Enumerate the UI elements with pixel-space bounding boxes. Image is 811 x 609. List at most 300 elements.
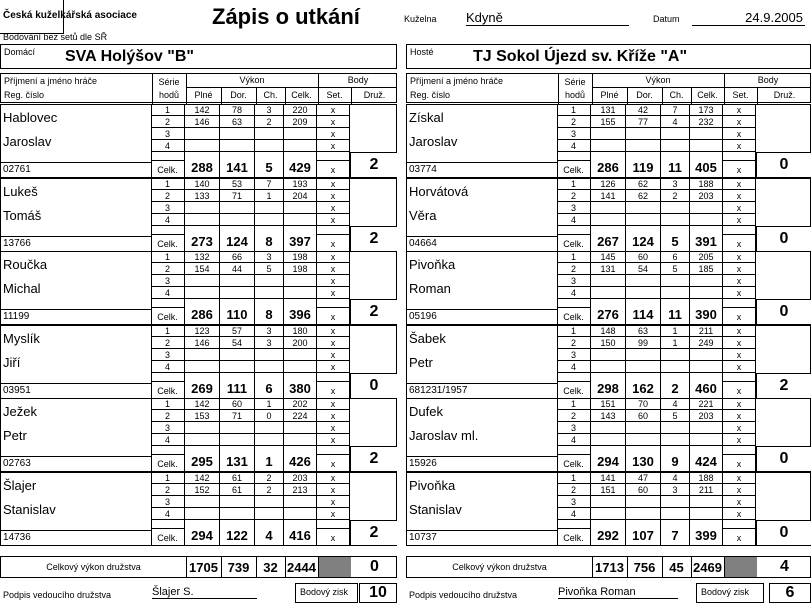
series-value: x <box>317 422 350 434</box>
series-value: x <box>723 287 756 299</box>
total-value: 391 <box>690 226 723 252</box>
series-value: 131 <box>591 104 626 116</box>
series-value <box>690 287 723 299</box>
series-value: x <box>317 398 350 410</box>
player-block <box>406 472 811 546</box>
total-value: 107 <box>626 520 661 546</box>
series-value: x <box>723 275 756 287</box>
total-value: 396 <box>284 299 317 325</box>
series-value <box>626 422 661 434</box>
series-number: 2 <box>557 337 591 349</box>
series-value: 204 <box>284 190 317 202</box>
series-value: x <box>723 496 756 508</box>
total-value: 426 <box>284 446 317 472</box>
total-value: 399 <box>690 520 723 546</box>
total-value: 286 <box>591 152 626 178</box>
series-value: 1 <box>255 190 284 202</box>
series-header-2: hodů <box>158 90 180 100</box>
series-value <box>661 422 690 434</box>
total-value: 8 <box>255 226 284 252</box>
player-points: 0 <box>756 299 811 325</box>
series-value <box>626 496 661 508</box>
series-value: 211 <box>690 484 723 496</box>
series-spacer <box>151 373 185 381</box>
total-value: 111 <box>220 373 255 399</box>
series-number: 4 <box>151 508 185 520</box>
player-first-name: Petr <box>409 355 433 370</box>
series-value: x <box>317 116 350 128</box>
total-label: Celk. <box>557 454 591 472</box>
series-value: 1 <box>255 398 284 410</box>
points-header: Body <box>347 75 369 85</box>
player-block <box>406 104 811 178</box>
guest-team-box <box>406 44 811 69</box>
series-header: Série <box>158 77 180 87</box>
series-value: 213 <box>284 484 317 496</box>
series-value: x <box>723 104 756 116</box>
series-value: x <box>317 287 350 299</box>
series-value: 54 <box>220 337 255 349</box>
series-value <box>255 508 284 520</box>
team-total-value: 1713 <box>595 560 624 575</box>
series-value <box>185 349 220 361</box>
player-last-name: Hablovec <box>3 110 58 125</box>
player-reg-number: 03951 <box>3 385 31 396</box>
series-number: 1 <box>151 398 185 410</box>
total-value: 397 <box>284 226 317 252</box>
team-total-row <box>0 556 397 578</box>
series-value: 99 <box>626 337 661 349</box>
series-number: 4 <box>151 361 185 373</box>
set-mark: x <box>317 381 350 399</box>
series-value <box>626 128 661 140</box>
set-mark: x <box>723 307 756 325</box>
series-value: 5 <box>661 263 690 275</box>
set-mark <box>723 299 756 307</box>
player-first-name: Petr <box>3 428 27 443</box>
series-number: 3 <box>151 496 185 508</box>
series-number: 1 <box>557 178 591 190</box>
series-value <box>255 140 284 152</box>
series-value <box>591 202 626 214</box>
series-value: 155 <box>591 116 626 128</box>
total-value: 269 <box>185 373 220 399</box>
series-value: 203 <box>690 190 723 202</box>
total-value: 1 <box>255 446 284 472</box>
series-value <box>661 275 690 287</box>
guest-team-name: TJ Sokol Újezd sv. Kříže "A" <box>473 48 688 65</box>
series-value <box>591 128 626 140</box>
series-value: 57 <box>220 325 255 337</box>
series-value: 198 <box>284 251 317 263</box>
series-number: 2 <box>151 263 185 275</box>
total-value: 7 <box>661 520 690 546</box>
player-block <box>0 325 397 399</box>
series-spacer <box>151 226 185 234</box>
player-reg-number: 13766 <box>3 238 31 249</box>
series-value <box>220 128 255 140</box>
series-value: 205 <box>690 251 723 263</box>
series-value: 77 <box>626 116 661 128</box>
team-points-label-box: Bodový zisk <box>696 583 764 603</box>
player-reg-number: 11199 <box>3 311 30 322</box>
leader-name: Šlajer S. <box>152 586 257 599</box>
total-value: 2 <box>661 373 690 399</box>
series-spacer <box>557 299 591 307</box>
series-value <box>626 361 661 373</box>
series-number: 1 <box>151 472 185 484</box>
team-total-value: 1705 <box>189 560 218 575</box>
series-spacer <box>557 152 591 160</box>
series-value: x <box>317 508 350 520</box>
series-value: 7 <box>255 178 284 190</box>
series-value: x <box>723 190 756 202</box>
total-value: 294 <box>591 446 626 472</box>
player-first-name: Stanislav <box>409 502 462 517</box>
player-reg-number: 02763 <box>3 458 31 469</box>
series-header: Série <box>564 77 586 87</box>
series-number: 1 <box>151 178 185 190</box>
set-mark: x <box>723 454 756 472</box>
series-value: x <box>317 472 350 484</box>
series-value <box>626 214 661 226</box>
total-value: 416 <box>284 520 317 546</box>
series-value: 3 <box>255 325 284 337</box>
series-value: 2 <box>661 190 690 202</box>
series-value: 232 <box>690 116 723 128</box>
series-value: 151 <box>591 484 626 496</box>
series-value: x <box>723 434 756 446</box>
series-number: 1 <box>557 472 591 484</box>
series-value <box>661 361 690 373</box>
series-number: 2 <box>151 190 185 202</box>
series-value: x <box>317 190 350 202</box>
series-value <box>185 140 220 152</box>
series-number: 3 <box>151 202 185 214</box>
series-value <box>284 361 317 373</box>
reg-header: Reg. číslo <box>4 90 45 100</box>
series-header-2: hodů <box>564 90 586 100</box>
series-number: 4 <box>557 287 591 299</box>
series-value <box>284 349 317 361</box>
series-value: 211 <box>690 325 723 337</box>
col-header-3: Celk. <box>291 90 312 100</box>
series-value: x <box>723 325 756 337</box>
player-points: 2 <box>350 446 397 472</box>
total-label: Celk. <box>151 528 185 546</box>
reg-header: Reg. číslo <box>410 90 451 100</box>
series-value: 7 <box>661 104 690 116</box>
name-header: Příjmení a jméno hráče <box>4 76 98 86</box>
col-header-druz: Druž. <box>363 90 386 100</box>
total-value: 124 <box>626 226 661 252</box>
series-value: 173 <box>690 104 723 116</box>
series-value: 150 <box>591 337 626 349</box>
set-mark <box>723 373 756 381</box>
player-last-name: Lukeš <box>3 184 38 199</box>
total-value: 5 <box>255 152 284 178</box>
series-value <box>255 422 284 434</box>
set-mark: x <box>317 160 350 178</box>
performance-header: Výkon <box>645 75 671 85</box>
series-value <box>591 496 626 508</box>
series-value: 153 <box>185 410 220 422</box>
series-value: 249 <box>690 337 723 349</box>
player-block <box>406 178 811 252</box>
series-value <box>185 275 220 287</box>
series-number: 1 <box>557 104 591 116</box>
series-value: 142 <box>185 472 220 484</box>
series-number: 4 <box>151 214 185 226</box>
series-value: 140 <box>185 178 220 190</box>
series-value: 146 <box>185 337 220 349</box>
series-value <box>661 434 690 446</box>
set-mark: x <box>723 381 756 399</box>
home-team-box <box>0 44 397 69</box>
series-number: 4 <box>557 434 591 446</box>
set-mark <box>723 446 756 454</box>
set-mark: x <box>723 234 756 252</box>
series-value: 193 <box>284 178 317 190</box>
series-value: 203 <box>284 472 317 484</box>
series-value: 133 <box>185 190 220 202</box>
team-points-label-box: Bodový zisk <box>295 583 358 603</box>
series-value <box>220 361 255 373</box>
date-value: 24.9.2005 <box>692 10 805 26</box>
player-reg-number: 05196 <box>409 311 437 322</box>
series-value: 188 <box>690 472 723 484</box>
series-value <box>255 349 284 361</box>
series-value <box>185 422 220 434</box>
total-label: Celk. <box>151 307 185 325</box>
player-last-name: Myslík <box>3 331 40 346</box>
series-number: 3 <box>557 422 591 434</box>
team-points-total: 6 <box>769 583 811 603</box>
player-last-name: Šabek <box>409 331 446 346</box>
set-mark <box>723 152 756 160</box>
series-value: x <box>723 508 756 520</box>
series-value <box>220 508 255 520</box>
series-value: 151 <box>591 398 626 410</box>
series-value: 63 <box>626 325 661 337</box>
table-header <box>406 73 811 103</box>
total-value: 294 <box>185 520 220 546</box>
leader-sign-label: Podpis vedoucího družstva <box>3 590 112 600</box>
team-total-value: 739 <box>227 560 250 575</box>
series-value: 4 <box>661 116 690 128</box>
series-value: 3 <box>255 251 284 263</box>
team-total-value: 2444 <box>287 560 316 575</box>
total-label: Celk. <box>557 234 591 252</box>
series-value: x <box>723 178 756 190</box>
series-value: 142 <box>185 104 220 116</box>
col-header-3: Celk. <box>697 90 718 100</box>
series-value <box>690 434 723 446</box>
series-value <box>661 496 690 508</box>
series-value <box>626 275 661 287</box>
series-value <box>255 275 284 287</box>
series-value <box>220 140 255 152</box>
series-number: 3 <box>151 128 185 140</box>
player-last-name: Šlajer <box>3 478 37 493</box>
series-value: 71 <box>220 410 255 422</box>
series-value: 60 <box>626 251 661 263</box>
series-value <box>626 349 661 361</box>
total-label: Celk. <box>151 160 185 178</box>
series-value: 60 <box>626 484 661 496</box>
series-spacer <box>557 520 591 528</box>
total-value: 288 <box>185 152 220 178</box>
series-value: x <box>723 214 756 226</box>
series-value: 143 <box>591 410 626 422</box>
col-header-1: Dor. <box>230 90 247 100</box>
total-value: 119 <box>626 152 661 178</box>
series-value <box>591 349 626 361</box>
series-value <box>220 202 255 214</box>
series-value: 148 <box>591 325 626 337</box>
series-value <box>185 496 220 508</box>
col-header-4: Set. <box>732 90 749 100</box>
series-value: x <box>723 140 756 152</box>
series-value <box>220 496 255 508</box>
series-value: 142 <box>185 398 220 410</box>
series-value: 66 <box>220 251 255 263</box>
player-points: 0 <box>350 373 397 399</box>
series-value: 220 <box>284 104 317 116</box>
series-value: 5 <box>661 410 690 422</box>
player-last-name: Roučka <box>3 257 48 272</box>
series-value: x <box>723 251 756 263</box>
player-reg-number: 15926 <box>409 458 437 469</box>
series-value <box>255 361 284 373</box>
total-value: 122 <box>220 520 255 546</box>
player-reg-number: 03774 <box>409 164 437 175</box>
total-value: 8 <box>255 299 284 325</box>
series-value <box>591 508 626 520</box>
col-header-0: Plné <box>194 90 213 100</box>
series-value: x <box>317 484 350 496</box>
series-value <box>661 349 690 361</box>
player-first-name: Michal <box>3 281 41 296</box>
series-value <box>284 287 317 299</box>
series-value <box>690 275 723 287</box>
series-number: 3 <box>557 349 591 361</box>
total-value: 11 <box>661 152 690 178</box>
set-mark <box>723 226 756 234</box>
venue-label: Kuželna <box>404 14 437 24</box>
player-reg-number: 10737 <box>409 532 437 543</box>
total-label: Celk. <box>557 381 591 399</box>
series-value: 132 <box>185 251 220 263</box>
series-number: 1 <box>557 398 591 410</box>
series-value: x <box>317 275 350 287</box>
player-first-name: Stanislav <box>3 502 56 517</box>
total-label: Celk. <box>151 454 185 472</box>
series-value: 1 <box>661 325 690 337</box>
total-value: 298 <box>591 373 626 399</box>
series-value <box>185 434 220 446</box>
series-value <box>661 128 690 140</box>
series-value <box>690 128 723 140</box>
series-value <box>661 508 690 520</box>
series-value <box>591 140 626 152</box>
series-value: 146 <box>185 116 220 128</box>
series-value: 42 <box>626 104 661 116</box>
total-value: 11 <box>661 299 690 325</box>
series-value <box>220 434 255 446</box>
series-value: 3 <box>255 337 284 349</box>
series-value <box>690 422 723 434</box>
total-value: 405 <box>690 152 723 178</box>
series-value: 198 <box>284 263 317 275</box>
series-number: 2 <box>151 410 185 422</box>
series-value <box>661 140 690 152</box>
series-value <box>661 202 690 214</box>
series-number: 3 <box>557 128 591 140</box>
total-value: 292 <box>591 520 626 546</box>
date-label: Datum <box>653 14 680 24</box>
total-value: 460 <box>690 373 723 399</box>
series-value: 47 <box>626 472 661 484</box>
player-last-name: Dufek <box>409 404 443 419</box>
player-points: 0 <box>756 226 811 252</box>
set-mark: x <box>317 454 350 472</box>
series-value: 1 <box>661 337 690 349</box>
series-value <box>255 496 284 508</box>
series-value <box>220 349 255 361</box>
series-value <box>626 434 661 446</box>
player-points: 2 <box>350 299 397 325</box>
series-value: x <box>723 128 756 140</box>
series-value: 221 <box>690 398 723 410</box>
total-value: 390 <box>690 299 723 325</box>
series-number: 4 <box>557 214 591 226</box>
series-value: x <box>723 484 756 496</box>
series-number: 3 <box>557 202 591 214</box>
series-value <box>284 128 317 140</box>
player-block <box>0 251 397 325</box>
series-value: 61 <box>220 484 255 496</box>
series-value <box>690 202 723 214</box>
series-value <box>690 496 723 508</box>
series-value: x <box>723 410 756 422</box>
series-value: 5 <box>255 263 284 275</box>
set-mark <box>317 373 350 381</box>
series-value: x <box>723 337 756 349</box>
total-label: Celk. <box>557 307 591 325</box>
series-value: 62 <box>626 190 661 202</box>
series-value <box>690 508 723 520</box>
series-number: 4 <box>151 434 185 446</box>
series-value: x <box>317 263 350 275</box>
team-total-row <box>406 556 811 578</box>
series-value: 200 <box>284 337 317 349</box>
team-total-label: Celkový výkon družstva <box>452 562 547 572</box>
series-value: 209 <box>284 116 317 128</box>
series-value: x <box>723 398 756 410</box>
col-header-4: Set. <box>326 90 343 100</box>
series-value: 131 <box>591 263 626 275</box>
series-value: 202 <box>284 398 317 410</box>
series-value: 53 <box>220 178 255 190</box>
series-value: x <box>723 263 756 275</box>
points-header: Body <box>757 75 779 85</box>
series-number: 4 <box>557 508 591 520</box>
series-value <box>591 214 626 226</box>
series-value: 3 <box>661 484 690 496</box>
series-value: 185 <box>690 263 723 275</box>
team-total-value: 32 <box>263 560 278 575</box>
